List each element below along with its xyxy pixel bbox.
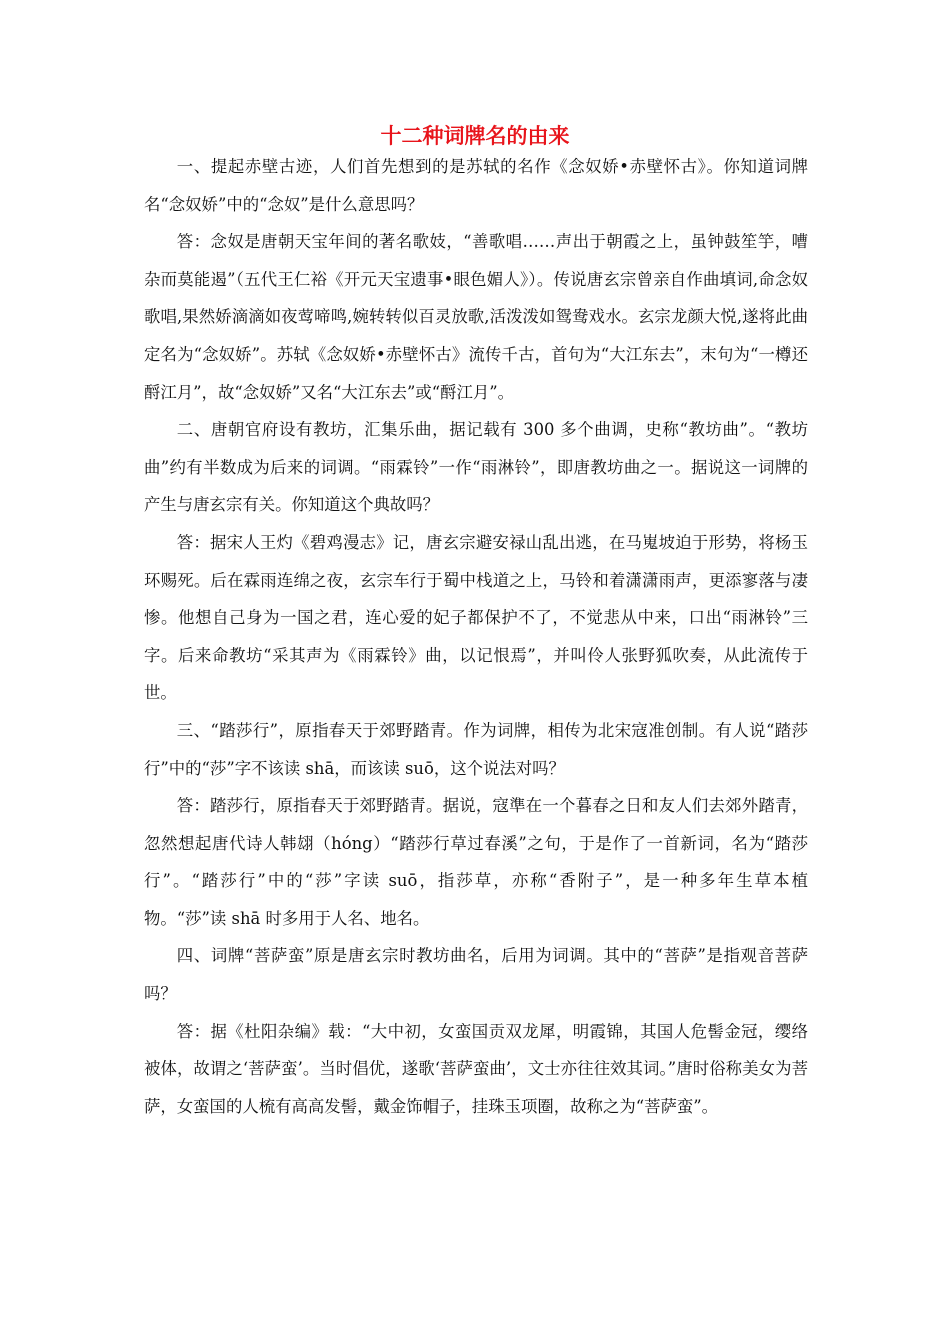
document-title: 十二种词牌名的由来 [380,124,570,148]
answer-1: 答：念奴是唐朝天宝年间的著名歌妓，“善歌唱……声出于朝霞之上，虽钟鼓笙竽，嘈杂而莫能遏”（五代王仁裕《开元天宝遗事•眼色媚人》）。传说唐玄宗曾亲自作曲填词,命念奴歌唱,果然娇滴滴如夜莺啼鸣,婉转转似百灵放歌,活泼泼如鸳鸯戏水。玄宗龙颜大悦,遂将此曲定名为“念奴娇”。苏轼《念奴娇•赤壁怀古》流传千古，首句为“大江东去”，末句为“一樽还酹江月”，故“念奴娇”又名“大江东去”或“酹江月”。 [144,232,808,402]
question-3: 三、“踏莎行”，原指春天于郊野踏青。作为词牌，相传为北宋寇准创制。有人说“踏莎行”中的“莎”字不该读 shā，而该读 suō，这个说法对吗？ [144,720,808,778]
answer-4: 答：据《杜阳杂编》载：“大中初，女蛮国贡双龙犀，明霞锦，其国人危髻金冠，缨络被体，故谓之‘菩萨蛮’。当时倡优，遂歌‘菩萨蛮曲’，文士亦往往效其词。”唐时俗称美女为菩萨，女蛮国的人梳有高高发髻，戴金饰帽子，挂珠玉项圈，故称之为“菩萨蛮”。 [144,1021,808,1116]
answer-2: 答：据宋人王灼《碧鸡漫志》记，唐玄宗避安禄山乱出逃，在马嵬坡迫于形势，将杨玉环赐死。后在霖雨连绵之夜，玄宗车行于蜀中栈道之上，马铃和着潇潇雨声，更添寥落与凄惨。他想自己身为一国之君，连心爱的妃子都保护不了，不觉悲从中来，口出“雨淋铃”三字。后来命教坊“采其声为《雨霖铃》曲，以记恨焉”，并叫伶人张野狐吹奏，从此流传于世。 [144,532,808,703]
document-body [144,148,808,1125]
question-2: 二、唐朝官府设有教坊，汇集乐曲，据记载有 300 多个曲调，史称“教坊曲”。“教坊曲”约有半数成为后来的词调。“雨霖铃”一作“雨淋铃”，即唐教坊曲之一。据说这一词牌的产生与唐玄宗有关。你知道这个典故吗？ [144,420,808,515]
question-4: 四、词牌“菩萨蛮”原是唐玄宗时教坊曲名，后用为词调。其中的“菩萨”是指观音菩萨吗？ [144,946,808,1004]
answer-3: 答：踏莎行，原指春天于郊野踏青。据说，寇準在一个暮春之日和友人们去郊外踏青，忽然想起唐代诗人韩翃（hóng）“踏莎行草过春溪”之句，于是作了一首新词，名为“踏莎行”。“踏莎行”中的“莎”字读 suō，指莎草，亦称“香附子”，是一种多年生草本植物。“莎”读 shā 时多用于人名、地名。 [144,796,808,928]
question-1: 一、提起赤壁古迹，人们首先想到的是苏轼的名作《念奴娇•赤壁怀古》。你知道词牌名“念奴娇”中的“念奴”是什么意思吗？ [144,157,808,214]
